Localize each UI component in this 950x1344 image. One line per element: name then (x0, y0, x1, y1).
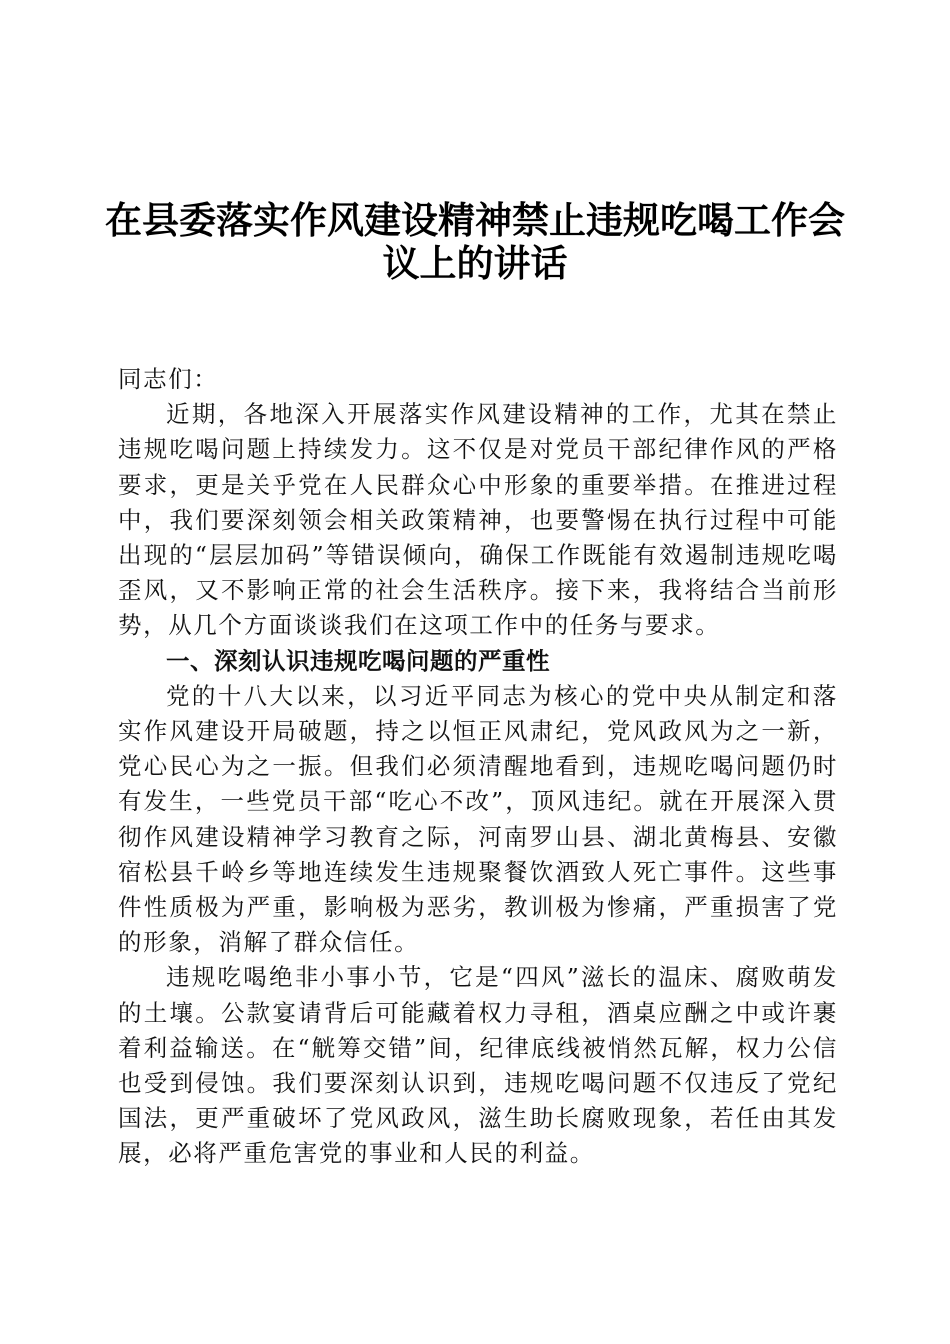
document-title-line-1: 在县委落实作风建设精神禁止违规吃喝工作会 (105, 198, 845, 242)
section-1-paragraph-1: 党的十八大以来，以习近平同志为核心的党中央从制定和落实作风建设开局破题，持之以恒正风肃纪，党风政风为之一新，党心民心为之一振。但我们必须清醒地看到，违规吃喝问题仍时有发生，一些党员干部“吃心不改”，顶风违纪。就在开展深入贯彻作风建设精神学习教育之际，河南罗山县、湖北黄梅县、安徽宿松县千岭乡等地连续发生违规聚餐饮酒致人死亡事件。这些事件性质极为严重，影响极为恶劣，教训极为惨痛，严重损害了党的形象，消解了群众信任。 (118, 681, 838, 957)
salutation: 同志们： (118, 365, 219, 393)
document-body (118, 362, 838, 1172)
document-title-line-2: 议上的讲话 (382, 241, 568, 285)
intro-paragraph: 近期，各地深入开展落实作风建设精神的工作，尤其在禁止违规吃喝问题上持续发力。这不仅是对党员干部纪律作风的严格要求，更是关乎党在人民群众心中形象的重要举措。在推进过程中，我们要深刻领会相关政策精神，也要警惕在执行过程中可能出现的“层层加码”等错误倾向，确保工作既能有效遏制违规吃喝歪风，又不影响正常的社会生活秩序。接下来，我将结合当前形势，从几个方面谈谈我们在这项工作中的任务与要求。 (118, 400, 838, 640)
section-1-paragraph-2: 违规吃喝绝非小事小节，它是“四风”滋长的温床、腐败萌发的土壤。公款宴请背后可能藏着权力寻租，酒桌应酬之中或许裹着利益输送。在“觥筹交错”间，纪律底线被悄然瓦解，权力公信也受到侵蚀。我们要深刻认识到，违规吃喝问题不仅违反了党纪国法，更严重破坏了党风政风，滋生助长腐败现象，若任由其发展，必将严重危害党的事业和人民的利益。 (118, 963, 838, 1168)
section-1-heading: 一、深刻认识违规吃喝问题的严重性 (166, 646, 550, 675)
